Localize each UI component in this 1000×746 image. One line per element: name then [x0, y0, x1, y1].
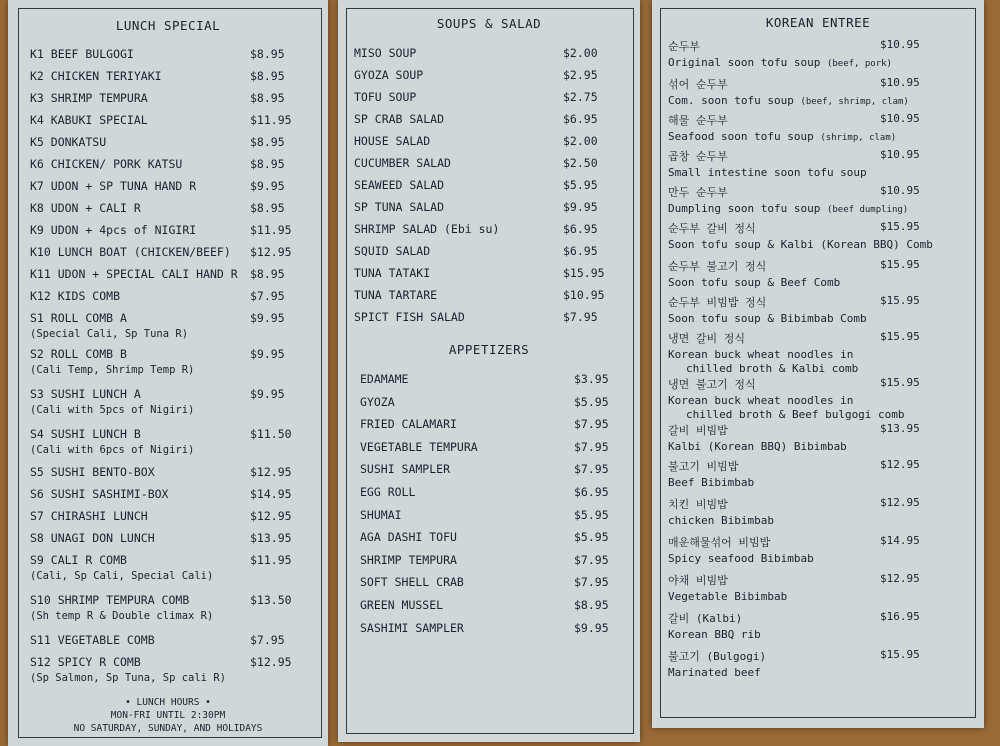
menu-item-price: $9.95 [250, 387, 285, 401]
korean-item-english [668, 348, 853, 362]
soups-appetizers-panel [338, 0, 640, 742]
menu-item-name: SHRIMP SALAD (Ebi su) [354, 222, 500, 236]
menu-item-price: $12.95 [250, 465, 292, 479]
korean-item-english [668, 276, 840, 290]
menu-item-price: $8.95 [250, 157, 285, 171]
menu-item-name: S8 UNAGI DON LUNCH [30, 531, 155, 545]
korean-item-english [668, 238, 933, 252]
menu-item-name: K1 BEEF BULGOGI [30, 47, 134, 61]
menu-item-price: $5.95 [574, 507, 609, 522]
menu-item-price: $10.95 [880, 148, 920, 161]
menu-item-name: S1 ROLL COMB A [30, 311, 127, 325]
korean-item-english [668, 628, 761, 642]
menu-item-price: $7.95 [574, 462, 609, 477]
menu-item-name: TUNA TARTARE [354, 288, 438, 302]
menu-item-name: SASHIMI SAMPLER [360, 620, 464, 635]
menu-item-price: $8.95 [250, 267, 285, 281]
korean-item-english [668, 166, 867, 180]
menu-item-name: S6 SUSHI SASHIMI-BOX [30, 487, 169, 501]
lunch-special-title: LUNCH SPECIAL [115, 18, 221, 33]
menu-item-price: $7.95 [574, 417, 609, 432]
menu-item-price: $9.95 [250, 179, 285, 193]
menu-item-name: K4 KABUKI SPECIAL [30, 113, 148, 127]
menu-item-price: $14.95 [250, 487, 292, 501]
menu-item-name: K8 UDON + CALI R [30, 201, 141, 215]
menu-item-price: $15.95 [880, 330, 920, 343]
menu-item-price: $9.95 [563, 200, 598, 214]
korean-item-name: 불고기 비빔밥 [668, 460, 739, 473]
korean-item-name: 순두부 [668, 40, 700, 53]
korean-item-english [668, 202, 908, 217]
menu-item-price: $8.95 [250, 135, 285, 149]
menu-item-price: $7.95 [563, 310, 598, 324]
menu-item-description: (Cali with 5pcs of Nigiri) [30, 404, 195, 416]
korean-item-description: Korean buck wheat noodles in [668, 394, 854, 407]
korean-item-english [668, 440, 847, 454]
lunch-hours-days: MON-FRI UNTIL 2:30PM [110, 710, 226, 721]
korean-item-description: Soon tofu soup & Kalbi (Korean BBQ) Comb [668, 238, 933, 251]
menu-item-price: $6.95 [563, 222, 598, 236]
korean-item-english [668, 514, 774, 528]
menu-item-name: S7 CHIRASHI LUNCH [30, 509, 148, 523]
korean-item-english [668, 56, 892, 71]
menu-item-price: $7.95 [250, 633, 285, 647]
menu-item-name: SEAWEED SALAD [354, 178, 445, 192]
korean-entree-title: KOREAN ENTREE [765, 15, 871, 30]
korean-item-name: 갈비 (Kalbi) [668, 612, 743, 625]
lunch-hours-footer [8, 696, 328, 735]
menu-item-price: $13.95 [880, 422, 920, 435]
korean-item-description: Korean BBQ rib [668, 628, 761, 641]
korean-item-description: Dumpling soon tofu soup [668, 202, 821, 215]
korean-item-name: 야채 비빔밥 [668, 574, 728, 587]
menu-item-price: $10.95 [880, 76, 920, 89]
menu-item-price: $5.95 [574, 530, 609, 545]
korean-item-description: Kalbi (Korean BBQ) Bibimbab [668, 440, 847, 453]
menu-item-price: $6.95 [563, 244, 598, 258]
menu-item-price: $15.95 [880, 648, 920, 661]
menu-item-price: $16.95 [880, 610, 920, 623]
korean-item-name: 순두부 비빔밥 정식 [668, 296, 767, 309]
menu-item-name: CUCUMBER SALAD [354, 156, 451, 170]
menu-item-price: $12.95 [250, 509, 292, 523]
menu-item-price: $13.50 [250, 593, 292, 607]
menu-item-price: $10.95 [563, 288, 605, 302]
menu-item-name: K6 CHICKEN/ PORK KATSU [30, 157, 183, 171]
korean-item-english [668, 666, 761, 680]
korean-item-note: (beef, shrimp, clam) [800, 97, 909, 107]
menu-item-price: $2.00 [563, 46, 598, 60]
korean-item-english [668, 312, 867, 326]
menu-item-name: SOFT SHELL CRAB [360, 575, 464, 590]
korean-item-name: 냉면 갈비 정식 [668, 332, 746, 345]
korean-item-name: 순두부 갈비 정식 [668, 222, 756, 235]
menu-item-name: SP CRAB SALAD [354, 112, 445, 126]
menu-item-price: $15.95 [880, 258, 920, 271]
korean-entree-panel [652, 0, 984, 728]
menu-item-price: $12.95 [250, 655, 292, 669]
menu-item-price: $10.95 [880, 38, 920, 51]
menu-item-name: GREEN MUSSEL [360, 598, 444, 612]
soups-salad-title: SOUPS & SALAD [436, 16, 542, 31]
menu-item-name: GYOZA [360, 394, 395, 409]
menu-item-description: (Sh temp R & Double climax R) [30, 610, 214, 622]
menu-item-name: MISO SOUP [354, 46, 417, 60]
korean-item-description: Soon tofu soup & Bibimbab Comb [668, 312, 867, 325]
korean-item-description: chicken Bibimbab [668, 514, 774, 527]
menu-item-name: K10 LUNCH BOAT (CHICKEN/BEEF) [30, 245, 231, 259]
menu-item-name: S12 SPICY R COMB [30, 655, 141, 669]
korean-item-note: (beef, pork) [826, 59, 892, 69]
menu-item-name: SP TUNA SALAD [354, 200, 445, 214]
menu-item-name: SPICT FISH SALAD [354, 310, 465, 324]
menu-item-price: $5.95 [563, 178, 598, 192]
menu-item-price: $2.75 [563, 90, 598, 104]
korean-item-description-line2: chilled broth & Beef bulgogi comb [686, 408, 905, 421]
menu-item-price: $13.95 [250, 531, 292, 545]
menu-item-price: $10.95 [880, 112, 920, 125]
korean-item-description: Com. soon tofu soup [668, 94, 794, 107]
menu-item-price: $7.95 [574, 552, 609, 567]
menu-item-name: S5 SUSHI BENTO-BOX [30, 465, 155, 479]
menu-item-price: $15.95 [880, 376, 920, 389]
menu-item-price: $8.95 [250, 47, 285, 61]
korean-item-description: Seafood soon tofu soup [668, 130, 814, 143]
korean-item-description: Beef Bibimbab [668, 476, 755, 489]
lunch-hours-heading: • LUNCH HOURS • [125, 697, 211, 708]
korean-item-description: Small intestine soon tofu soup [668, 166, 867, 179]
menu-item-name: AGA DASHI TOFU [360, 530, 457, 545]
menu-item-price: $11.50 [250, 427, 292, 441]
menu-item-name: S11 VEGETABLE COMB [30, 633, 155, 647]
lunch-special-panel [8, 0, 328, 746]
menu-item-name: HOUSE SALAD [354, 134, 431, 148]
menu-item-price: $11.95 [250, 223, 292, 237]
menu-item-price: $12.95 [880, 496, 920, 509]
korean-item-name: 불고기 (Bulgogi) [668, 650, 767, 663]
menu-item-name: K2 CHICKEN TERIYAKI [30, 69, 162, 83]
menu-item-price: $6.95 [563, 112, 598, 126]
menu-item-name: TOFU SOUP [354, 90, 417, 104]
menu-item-description: (Cali Temp, Shrimp Temp R) [30, 364, 195, 376]
menu-item-price: $8.95 [574, 598, 609, 612]
korean-item-english [668, 552, 814, 566]
menu-item-name: TUNA TATAKI [354, 266, 431, 280]
menu-item-name: S2 ROLL COMB B [30, 347, 127, 361]
menu-item-price: $6.95 [574, 485, 609, 499]
menu-item-name: EGG ROLL [360, 485, 416, 499]
korean-item-name: 냉면 불고기 정식 [668, 378, 756, 391]
menu-item-name: K12 KIDS COMB [30, 289, 121, 303]
menu-item-name: FRIED CALAMARI [360, 417, 457, 432]
menu-item-price: $8.95 [250, 91, 285, 105]
korean-item-english [668, 130, 896, 145]
menu-item-price: $8.95 [250, 69, 285, 83]
menu-item-name: S10 SHRIMP TEMPURA COMB [30, 593, 190, 607]
menu-item-description: (Cali with 6pcs of Nigiri) [30, 444, 195, 456]
korean-item-english [668, 94, 909, 109]
menu-item-name: S4 SUSHI LUNCH B [30, 427, 141, 441]
korean-item-description: Soon tofu soup & Beef Comb [668, 276, 841, 289]
menu-item-name: GYOZA SOUP [354, 68, 424, 82]
korean-item-description: Korean buck wheat noodles in [668, 348, 854, 361]
korean-item-description-line2: chilled broth & Kalbi comb [686, 362, 859, 375]
menu-item-name: SHUMAI [360, 507, 402, 522]
menu-item-price: $15.95 [563, 266, 605, 280]
menu-item-name: K9 UDON + 4pcs of NIGIRI [30, 223, 197, 237]
menu-item-description: (Sp Salmon, Sp Tuna, Sp cali R) [30, 672, 226, 684]
menu-item-price: $9.95 [574, 620, 609, 635]
menu-item-price: $7.95 [574, 575, 609, 590]
menu-item-name: SHRIMP TEMPURA [360, 552, 457, 567]
menu-item-name: S3 SUSHI LUNCH A [30, 387, 141, 401]
menu-item-name: VEGETABLE TEMPURA [360, 439, 478, 454]
korean-item-name: 만두 순두부 [668, 186, 728, 199]
korean-item-description: Spicy seafood Bibimbab [668, 552, 814, 565]
korean-item-name: 갈비 비빔밥 [668, 424, 728, 437]
menu-item-name: K5 DONKATSU [30, 135, 107, 149]
menu-item-price: $15.95 [880, 294, 920, 307]
korean-item-name: 치킨 비빔밥 [668, 498, 728, 511]
korean-item-name: 섞어 순두부 [668, 78, 728, 91]
korean-item-description: Original soon tofu soup [668, 56, 821, 69]
menu-item-description: (Special Cali, Sp Tuna R) [30, 328, 189, 340]
menu-item-description: (Cali, Sp Cali, Special Cali) [30, 570, 214, 582]
korean-item-english [668, 394, 853, 408]
appetizers-title: APPETIZERS [448, 342, 530, 357]
menu-item-name: SUSHI SAMPLER [360, 462, 451, 477]
menu-item-price: $2.50 [563, 156, 598, 170]
menu-item-price: $7.95 [250, 289, 285, 303]
menu-item-price: $14.95 [880, 534, 920, 547]
korean-item-note: (shrimp, clam) [820, 133, 897, 143]
korean-item-description: Marinated beef [668, 666, 761, 679]
korean-item-name: 해물 순두부 [668, 114, 728, 127]
menu-item-price: $7.95 [574, 439, 609, 454]
menu-item-price: $10.95 [880, 184, 920, 197]
korean-item-note: (beef dumpling) [826, 205, 909, 215]
menu-item-price: $12.95 [880, 572, 920, 585]
menu-item-price: $12.95 [880, 458, 920, 471]
korean-item-name: 곱창 순두부 [668, 150, 728, 163]
korean-item-name: 순두부 불고기 정식 [668, 260, 767, 273]
menu-item-name: EDAMAME [360, 372, 409, 386]
menu-item-price: $11.95 [250, 113, 292, 127]
menu-item-price: $2.95 [563, 68, 598, 82]
menu-item-price: $8.95 [250, 201, 285, 215]
korean-item-name: 매운해물섞어 비빔밥 [668, 536, 771, 549]
korean-item-description: Vegetable Bibimbab [668, 590, 788, 603]
menu-item-name: K3 SHRIMP TEMPURA [30, 91, 148, 105]
menu-item-name: K7 UDON + SP TUNA HAND R [30, 179, 197, 193]
menu-item-price: $11.95 [250, 553, 292, 567]
menu-item-price: $2.00 [563, 134, 598, 148]
menu-item-name: K11 UDON + SPECIAL CALI HAND R [30, 267, 238, 281]
menu-item-name: SQUID SALAD [354, 244, 431, 258]
menu-item-price: $9.95 [250, 311, 285, 325]
korean-item-english [668, 590, 787, 604]
menu-item-price: $3.95 [574, 372, 609, 386]
korean-item-english [668, 476, 754, 490]
menu-item-name: S9 CALI R COMB [30, 553, 127, 567]
menu-item-price: $5.95 [574, 394, 609, 409]
menu-item-price: $15.95 [880, 220, 920, 233]
menu-item-price: $12.95 [250, 245, 292, 259]
lunch-hours-exclusions: NO SATURDAY, SUNDAY, AND HOLIDAYS [73, 723, 263, 734]
menu-item-price: $9.95 [250, 347, 285, 361]
